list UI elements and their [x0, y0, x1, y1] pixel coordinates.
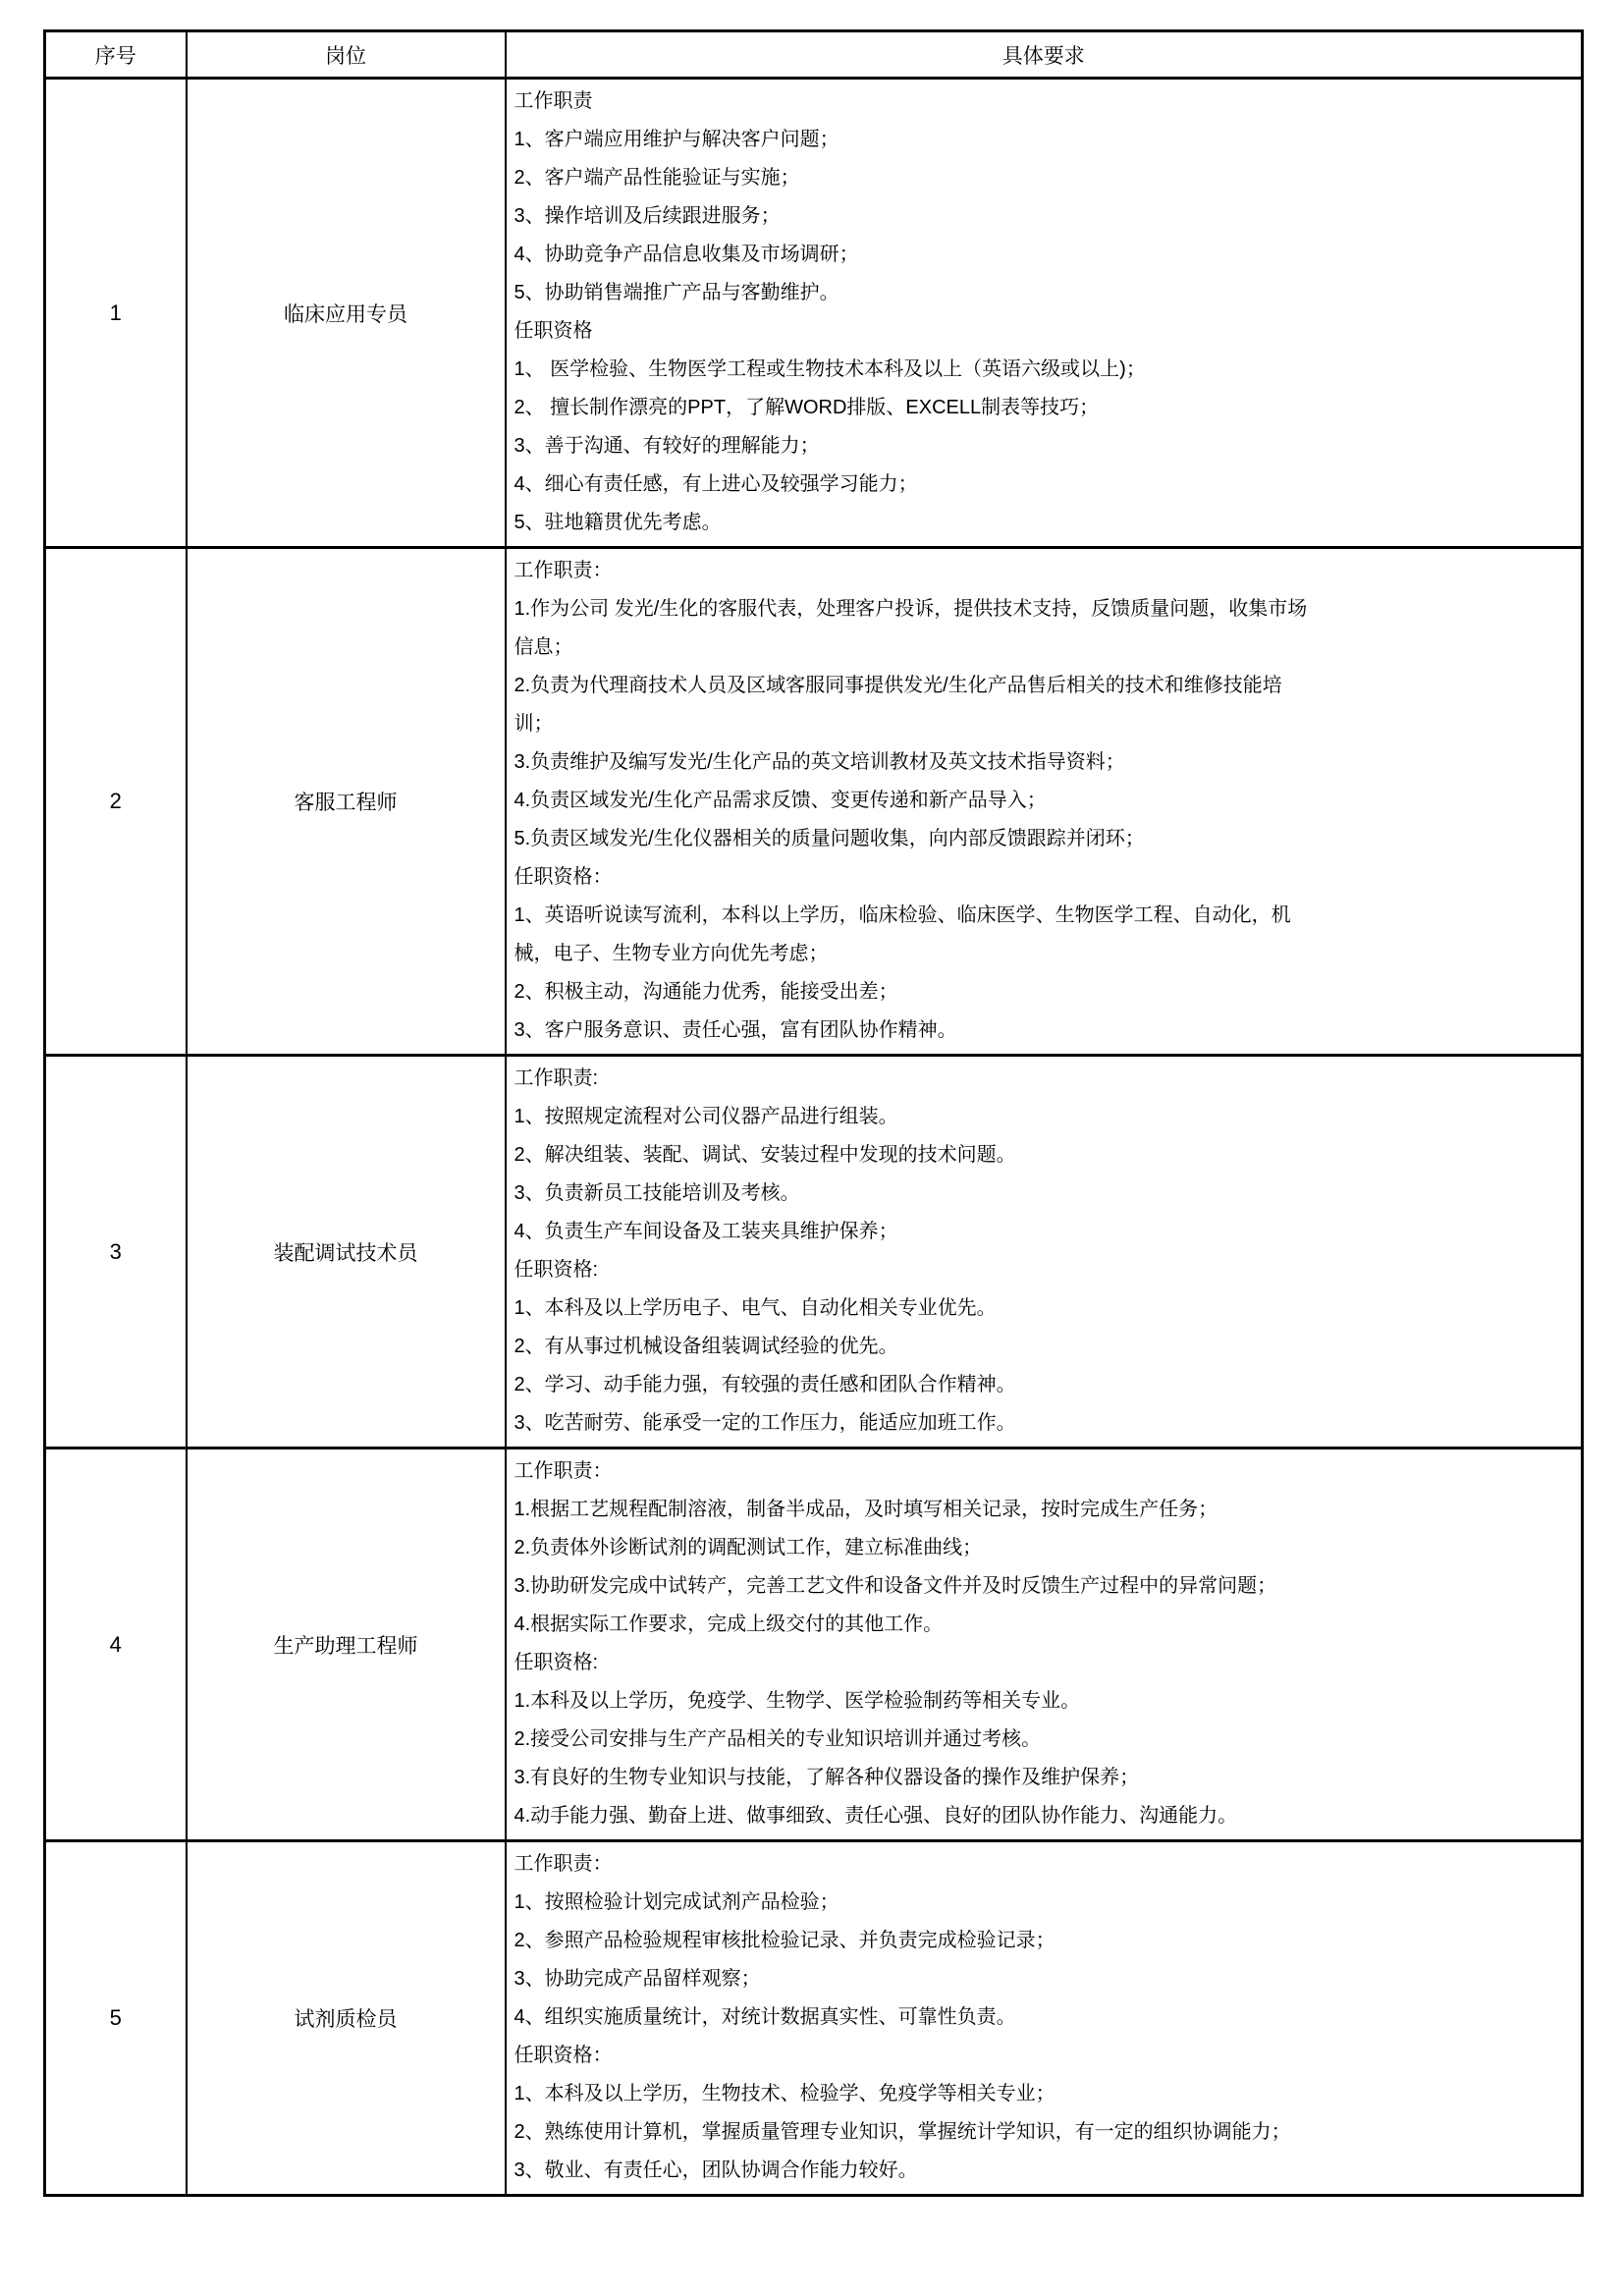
requirement-line: 1、本科及以上学历电子、电气、自动化相关专业优先。	[514, 1297, 997, 1319]
table-row	[45, 1449, 1583, 1841]
requirement-line: 工作职责：	[514, 1460, 613, 1482]
table-row	[45, 548, 1583, 1056]
table-header-row	[45, 31, 1583, 79]
requirement-line: 工作职责	[514, 90, 593, 112]
column-header-position: 岗位	[187, 31, 506, 79]
requirement-line: 4、组织实施质量统计，对统计数据真实性、可靠性负责。	[514, 2006, 1016, 2028]
requirement-line: 1、客户端应用维护与解决客户问题；	[514, 129, 839, 150]
requirement-line: 2.负责体外诊断试剂的调配测试工作，建立标准曲线；	[514, 1537, 983, 1558]
column-header-requirements: 具体要求	[506, 31, 1583, 79]
requirement-line: 4、协助竞争产品信息收集及市场调研；	[514, 244, 859, 265]
row-number-cell: 5	[45, 1841, 187, 2196]
requirement-line: 械，电子、生物专业方向优先考虑；	[514, 943, 829, 964]
requirement-line: 1、英语听说读写流利，本科以上学历，临床检验、临床医学、生物医学工程、自动化，机	[514, 904, 1291, 926]
requirement-line: 3.协助研发完成中试转产，完善工艺文件和设备文件并及时反馈生产过程中的异常问题；	[514, 1575, 1277, 1597]
requirement-line: 3、善于沟通、有较好的理解能力；	[514, 435, 820, 457]
requirement-line: 4.根据实际工作要求，完成上级交付的其他工作。	[514, 1613, 944, 1635]
requirement-line: 2、客户端产品性能验证与实施；	[514, 167, 800, 189]
row-number-cell: 2	[45, 548, 187, 1056]
requirement-line: 工作职责：	[514, 560, 613, 581]
requirement-line: 任职资格：	[514, 866, 613, 888]
requirement-line: 2、熟练使用计算机，掌握质量管理专业知识，掌握统计学知识，有一定的组织协调能力；	[514, 2121, 1291, 2143]
requirements-cell	[506, 79, 1583, 548]
requirement-line: 4、细心有责任感，有上进心及较强学习能力；	[514, 473, 918, 495]
requirement-line: 信息；	[514, 636, 573, 658]
position-cell: 生产助理工程师	[187, 1449, 506, 1841]
requirement-line: 2、参照产品检验规程审核批检验记录、并负责完成检验记录；	[514, 1930, 1055, 1951]
requirement-line: 任职资格：	[514, 2045, 613, 2066]
requirement-line: 2、积极主动，沟通能力优秀，能接受出差；	[514, 981, 898, 1003]
requirement-line: 1、本科及以上学历，生物技术、检验学、免疫学等相关专业；	[514, 2083, 1055, 2105]
requirement-line: 3.负责维护及编写发光/生化产品的英文培训教材及英文技术指导资料；	[514, 751, 1125, 773]
requirement-line: 3.有良好的生物专业知识与技能，了解各种仪器设备的操作及维护保养；	[514, 1767, 1140, 1788]
requirement-line: 2.接受公司安排与生产产品相关的专业知识培训并通过考核。	[514, 1728, 1042, 1750]
requirement-line: 1、 医学检验、生物医学工程或生物技术本科及以上（英语六级或以上)；	[514, 358, 1146, 380]
requirement-line: 4、负责生产车间设备及工装夹具维护保养；	[514, 1221, 898, 1242]
requirement-line: 5、协助销售端推广产品与客勤维护。	[514, 282, 839, 303]
requirement-line: 1.作为公司 发光/生化的客服代表，处理客户投诉，提供技术支持，反馈质量问题，收集市场	[514, 598, 1308, 620]
requirement-line: 4.负责区域发光/生化产品需求反馈、变更传递和新产品导入；	[514, 790, 1047, 811]
requirement-line: 3、客户服务意识、责任心强，富有团队协作精神。	[514, 1019, 957, 1041]
requirement-line: 1.根据工艺规程配制溶液，制备半成品，及时填写相关记录，按时完成生产任务；	[514, 1499, 1218, 1520]
requirement-line: 5.负责区域发光/生化仪器相关的质量问题收集，向内部反馈跟踪并闭环；	[514, 828, 1145, 849]
requirements-cell	[506, 1056, 1583, 1449]
requirement-line: 2、解决组装、装配、调试、安装过程中发现的技术问题。	[514, 1144, 1016, 1166]
table-row	[45, 1841, 1583, 2196]
requirement-line: 工作职责:	[514, 1067, 599, 1089]
requirement-line: 任职资格:	[514, 1652, 599, 1673]
requirement-line: 1.本科及以上学历，免疫学、生物学、医学检验制药等相关专业。	[514, 1690, 1081, 1712]
requirement-line: 5、驻地籍贯优先考虑。	[514, 512, 722, 533]
position-cell: 试剂质检员	[187, 1841, 506, 2196]
requirement-line: 2、有从事过机械设备组装调试经验的优先。	[514, 1336, 898, 1357]
requirement-line: 任职资格:	[514, 1259, 599, 1281]
requirement-line: 3、敬业、有责任心，团队协调合作能力较好。	[514, 2159, 918, 2181]
requirement-line: 训；	[514, 713, 554, 735]
requirement-line: 任职资格	[514, 320, 593, 342]
requirement-line: 4.动手能力强、勤奋上进、做事细致、责任心强、良好的团队协作能力、沟通能力。	[514, 1805, 1238, 1827]
requirements-cell	[506, 1449, 1583, 1841]
table-body	[45, 79, 1583, 2196]
requirement-line: 3、吃苦耐劳、能承受一定的工作压力，能适应加班工作。	[514, 1412, 1016, 1434]
requirement-line: 1、按照规定流程对公司仪器产品进行组装。	[514, 1106, 898, 1127]
requirements-cell	[506, 548, 1583, 1056]
table-row	[45, 79, 1583, 548]
table-row	[45, 1056, 1583, 1449]
column-header-number: 序号	[45, 31, 187, 79]
position-cell: 客服工程师	[187, 548, 506, 1056]
position-cell: 装配调试技术员	[187, 1056, 506, 1449]
requirement-line: 3、协助完成产品留样观察；	[514, 1968, 761, 1990]
row-number-cell: 1	[45, 79, 187, 548]
row-number-cell: 3	[45, 1056, 187, 1449]
requirement-line: 3、操作培训及后续跟进服务；	[514, 205, 781, 227]
requirement-line: 2、 擅长制作漂亮的PPT，了解WORD排版、EXCELL制表等技巧；	[514, 397, 1100, 418]
requirements-cell	[506, 1841, 1583, 2196]
requirement-line: 1、按照检验计划完成试剂产品检验；	[514, 1891, 839, 1913]
job-requirements-table	[43, 29, 1584, 2197]
requirement-line: 3、负责新员工技能培训及考核。	[514, 1182, 800, 1204]
row-number-cell: 4	[45, 1449, 187, 1841]
requirement-line: 2.负责为代理商技术人员及区域客服同事提供发光/生化产品售后相关的技术和维修技能培	[514, 675, 1282, 696]
requirement-line: 2、学习、动手能力强，有较强的责任感和团队合作精神。	[514, 1374, 1016, 1395]
requirement-line: 工作职责：	[514, 1853, 613, 1875]
position-cell: 临床应用专员	[187, 79, 506, 548]
